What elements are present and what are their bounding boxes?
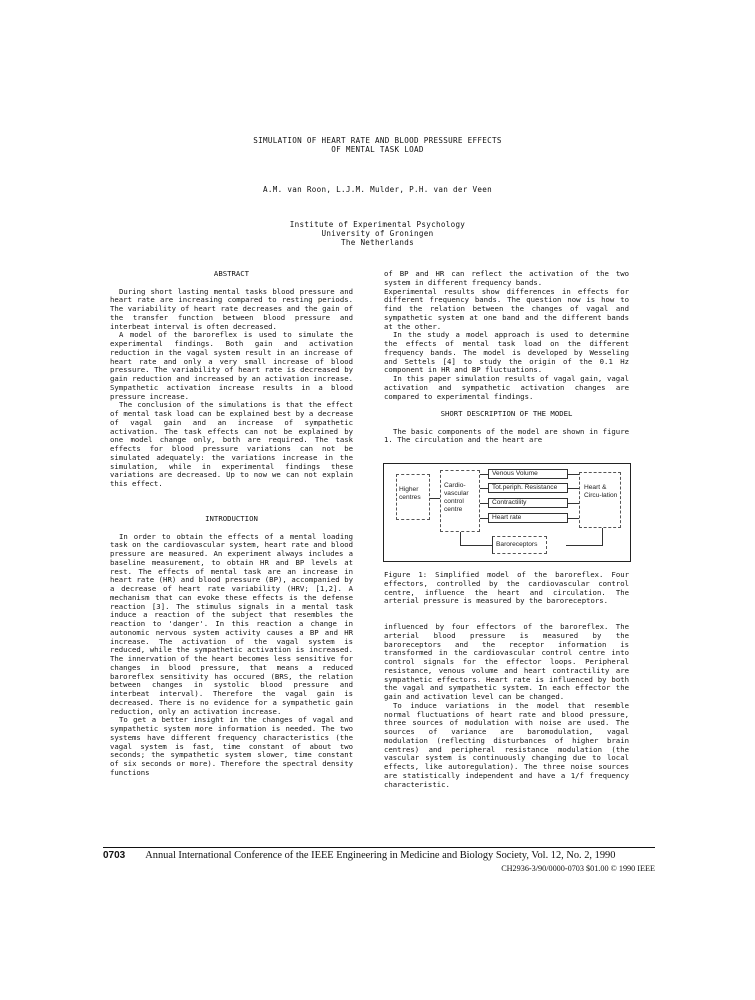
heart-circulation-label: Heart & Circu-lation [584, 484, 618, 499]
footer-rule [103, 847, 655, 848]
model-intro-paragraph: The basic components of the model are shown in figure 1. The circulation and the heart are [384, 426, 629, 445]
connector-line [568, 474, 579, 475]
abstract-paragraph: The conclusion of the simulations is that the effect of mental task load can be explained best by a decrease of vagal gain and an increase of sympathetic activation. The task effects can not be explained by one model change only, both are required. The task effects for blood pressure variations can not be simulated adequately: the variations increase in the simulation, while in experimental findings these variations are decreased. Up to now we can not explain this effect. [110, 400, 353, 488]
connector-line [460, 545, 492, 546]
connector-line [460, 532, 461, 545]
baroreceptors-label: Baroreceptors [496, 541, 538, 548]
figure-1-diagram [383, 463, 631, 562]
control-centre-label: Cardio-vascular control centre [444, 482, 469, 513]
figure-1-caption: Figure 1: Simplified model of the baroreflex. Four effectors, controlled by the cardiovascular control centre, influence the heart and circulation. The arterial pressure is measured by the baroreceptors. [384, 570, 629, 606]
body-paragraph: Experimental results show differences in effects for different frequency bands. The question now is how to find the relation between the changes of vagal and sympathetic system at one band and the different bands at the other. [384, 286, 629, 331]
connector-line [430, 498, 440, 499]
connector-line [480, 474, 488, 475]
higher-centres-label: Higher centres [399, 486, 421, 501]
introduction-paragraph: To get a better insight in the changes of vagal and sympathetic system more information is needed. The two systems have different frequency characteristics (the vagal system is fast, time constant of about two seconds; the sympathetic system slower, time constant of six seconds or more). Therefore the spectral density functions [110, 715, 353, 777]
affiliation-line2: University of Groningen [321, 229, 434, 238]
resistance-label: Tot.periph. Resistance [492, 484, 558, 491]
connector-line [480, 503, 488, 504]
right-column [384, 270, 629, 445]
left-column [110, 270, 353, 778]
connector-line [568, 488, 579, 489]
model-heading: SHORT DESCRIPTION OF THE MODEL [440, 409, 573, 418]
body-paragraph: To induce variations in the model that resemble normal fluctuations of heart rate and blood pressure, three sources of modulation with noise are used. The sources of variance are baromodulation, vagal modulation (reflecting disturbances of higher brain centres) and peripheral resistance modulation (the vascular system is continuously changing due to local effects, like autoregulation). The three noise sources are statistically independent and have a 1/f frequency characteristic. [384, 700, 629, 789]
conference-info: Annual International Conference of the IEEE Engineering in Medicine and Biology Society, Vol. 12, No. 2, 1990 [145, 850, 616, 861]
paper-title-line2: OF MENTAL TASK LOAD [331, 145, 424, 154]
body-paragraph: of BP and HR can reflect the activation of the two system in different frequency bands. [384, 269, 629, 287]
authors: A.M. van Roon, L.J.M. Mulder, P.H. van der Veen [263, 185, 492, 194]
body-paragraph: In this paper simulation results of vagal gain, vagal activation and sympathetic activation changes are compared to experimental findings. [384, 374, 629, 401]
right-column-continued [384, 623, 629, 789]
connector-line [568, 503, 579, 504]
body-paragraph: In the study a model approach is used to determine the effects of mental task load on the different frequency bands. The model is developed by Wesseling and Settels [4] to study the origin of the 0.1 Hz component in HR and BP fluctuations. [384, 330, 629, 375]
page-number: 0703 [103, 850, 126, 861]
footer-line [103, 850, 655, 861]
connector-line [568, 518, 579, 519]
connector-line [480, 488, 488, 489]
affiliation-line1: Institute of Experimental Psychology [289, 220, 466, 229]
affiliation-line3: The Netherlands [340, 238, 415, 247]
abstract-heading: ABSTRACT [213, 269, 250, 278]
contractility-label: Contractility [492, 499, 527, 506]
abstract-paragraph: A model of the baroreflex is used to simulate the experimental findings. Both gain and activation reduction in the vagal system result in an increase of heart rate and only a very small increase of blood pressure. The variability of heart rate is decreased by gain reduction and increased by an activation increase. Sympathetic activation increase results in a blood pressure increase. [110, 330, 353, 401]
introduction-heading: INTRODUCTION [205, 514, 258, 523]
connector-line [602, 528, 603, 545]
abstract-paragraph: During short lasting mental tasks blood pressure and heart rate are increasing compared to resting periods. The variability of heart rate decreases and the gain of the transfer function between blood pressure and interbeat interval is often decreased. [110, 286, 353, 331]
heart-circulation-block [579, 472, 621, 528]
copyright-line: CH2936-3/90/0000-0703 $01.00 © 1990 IEEE [501, 864, 655, 873]
heart-rate-label: Heart rate [492, 514, 522, 521]
connector-line [480, 518, 488, 519]
introduction-paragraph: In order to obtain the effects of a mental loading task on the cardiovascular system, heart rate and blood pressure are measured. An experiment always includes a baseline measurement, to obtain HR and BP levels at rest. The effects of mental task are an increase in heart rate (HR) and blood pressure (BP), accompanied by a decrease of heart rate variability (HRV; [1,2]. A mechanism that can evoke these effects is the defense reaction [3]. The stimulus signals in a mental task induce a reaction of the subject that resembles the reaction to 'danger'. In this reaction a change in autonomic nervous system activity causes a BP and HR increase. The activation of the vagal system is reduced, while the sympathetic activation is increased. The innervation of the heart becomes less sensitive for changes in blood pressure, that means a reduced baroreflex sensitivity has occured (BRS, the relation between changes in systolic blood pressure and interbeat interval). Therefore the vagal gain is decreased. There is no evidence for a sympathetic gain reduction, only an activation increase. [110, 531, 353, 716]
body-paragraph: influenced by four effectors of the baroreflex. The arterial blood pressure is measured by the baroreceptors and the receptor information is transformed in the cardiovascular control centre into control signals for the effector loops. Peripheral resistance, venous volume and heart contractility are sympathetic effectors. Heart rate is influenced by both the vagal and sympathetic system. In each effector the gain and activation level can be changed. [384, 622, 629, 701]
connector-line [566, 545, 603, 546]
paper-title-line1: SIMULATION OF HEART RATE AND BLOOD PRESSURE EFFECTS [253, 136, 502, 145]
venous-volume-label: Venous Volume [492, 470, 538, 477]
